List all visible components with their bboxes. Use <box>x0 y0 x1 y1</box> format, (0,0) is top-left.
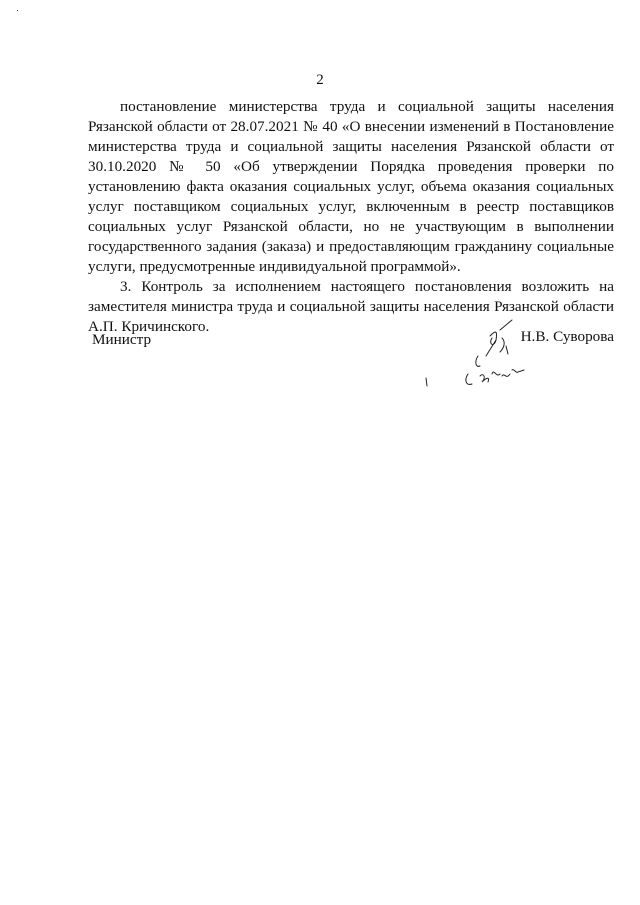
page-number: 2 <box>316 72 324 88</box>
scan-speck <box>17 10 18 11</box>
paragraph-continuation: постановление министерства труда и социальной защиты населения Рязанской области от 28.07.2021 № 40 «О внесении изменений в Постановление министерства труда и социальной защиты населения Рязанской области от 30.10.2020 № 50 «Об утверждении Порядка проведения проверки по установлению факта оказания социальных услуг, объема оказания социальных услуг поставщиком социальных услуг, включенным в реестр поставщиков социальных услуг Рязанской области, но не участвующим в выполнении государственного задания (заказа) и предоставляющим гражданину социальные услуги, предусмотренные индивидуальной программой». <box>88 98 614 275</box>
document-body <box>88 97 614 337</box>
handwritten-signature <box>420 318 540 390</box>
paragraph-3: 3. Контроль за исполнением настоящего постановления возложить на заместителя министра труда и социальной защиты населения Рязанской области А.П. Кричинского. <box>88 278 614 335</box>
signer-position: Министр <box>92 331 152 348</box>
signer-name: Н.В. Суворова <box>520 328 614 345</box>
